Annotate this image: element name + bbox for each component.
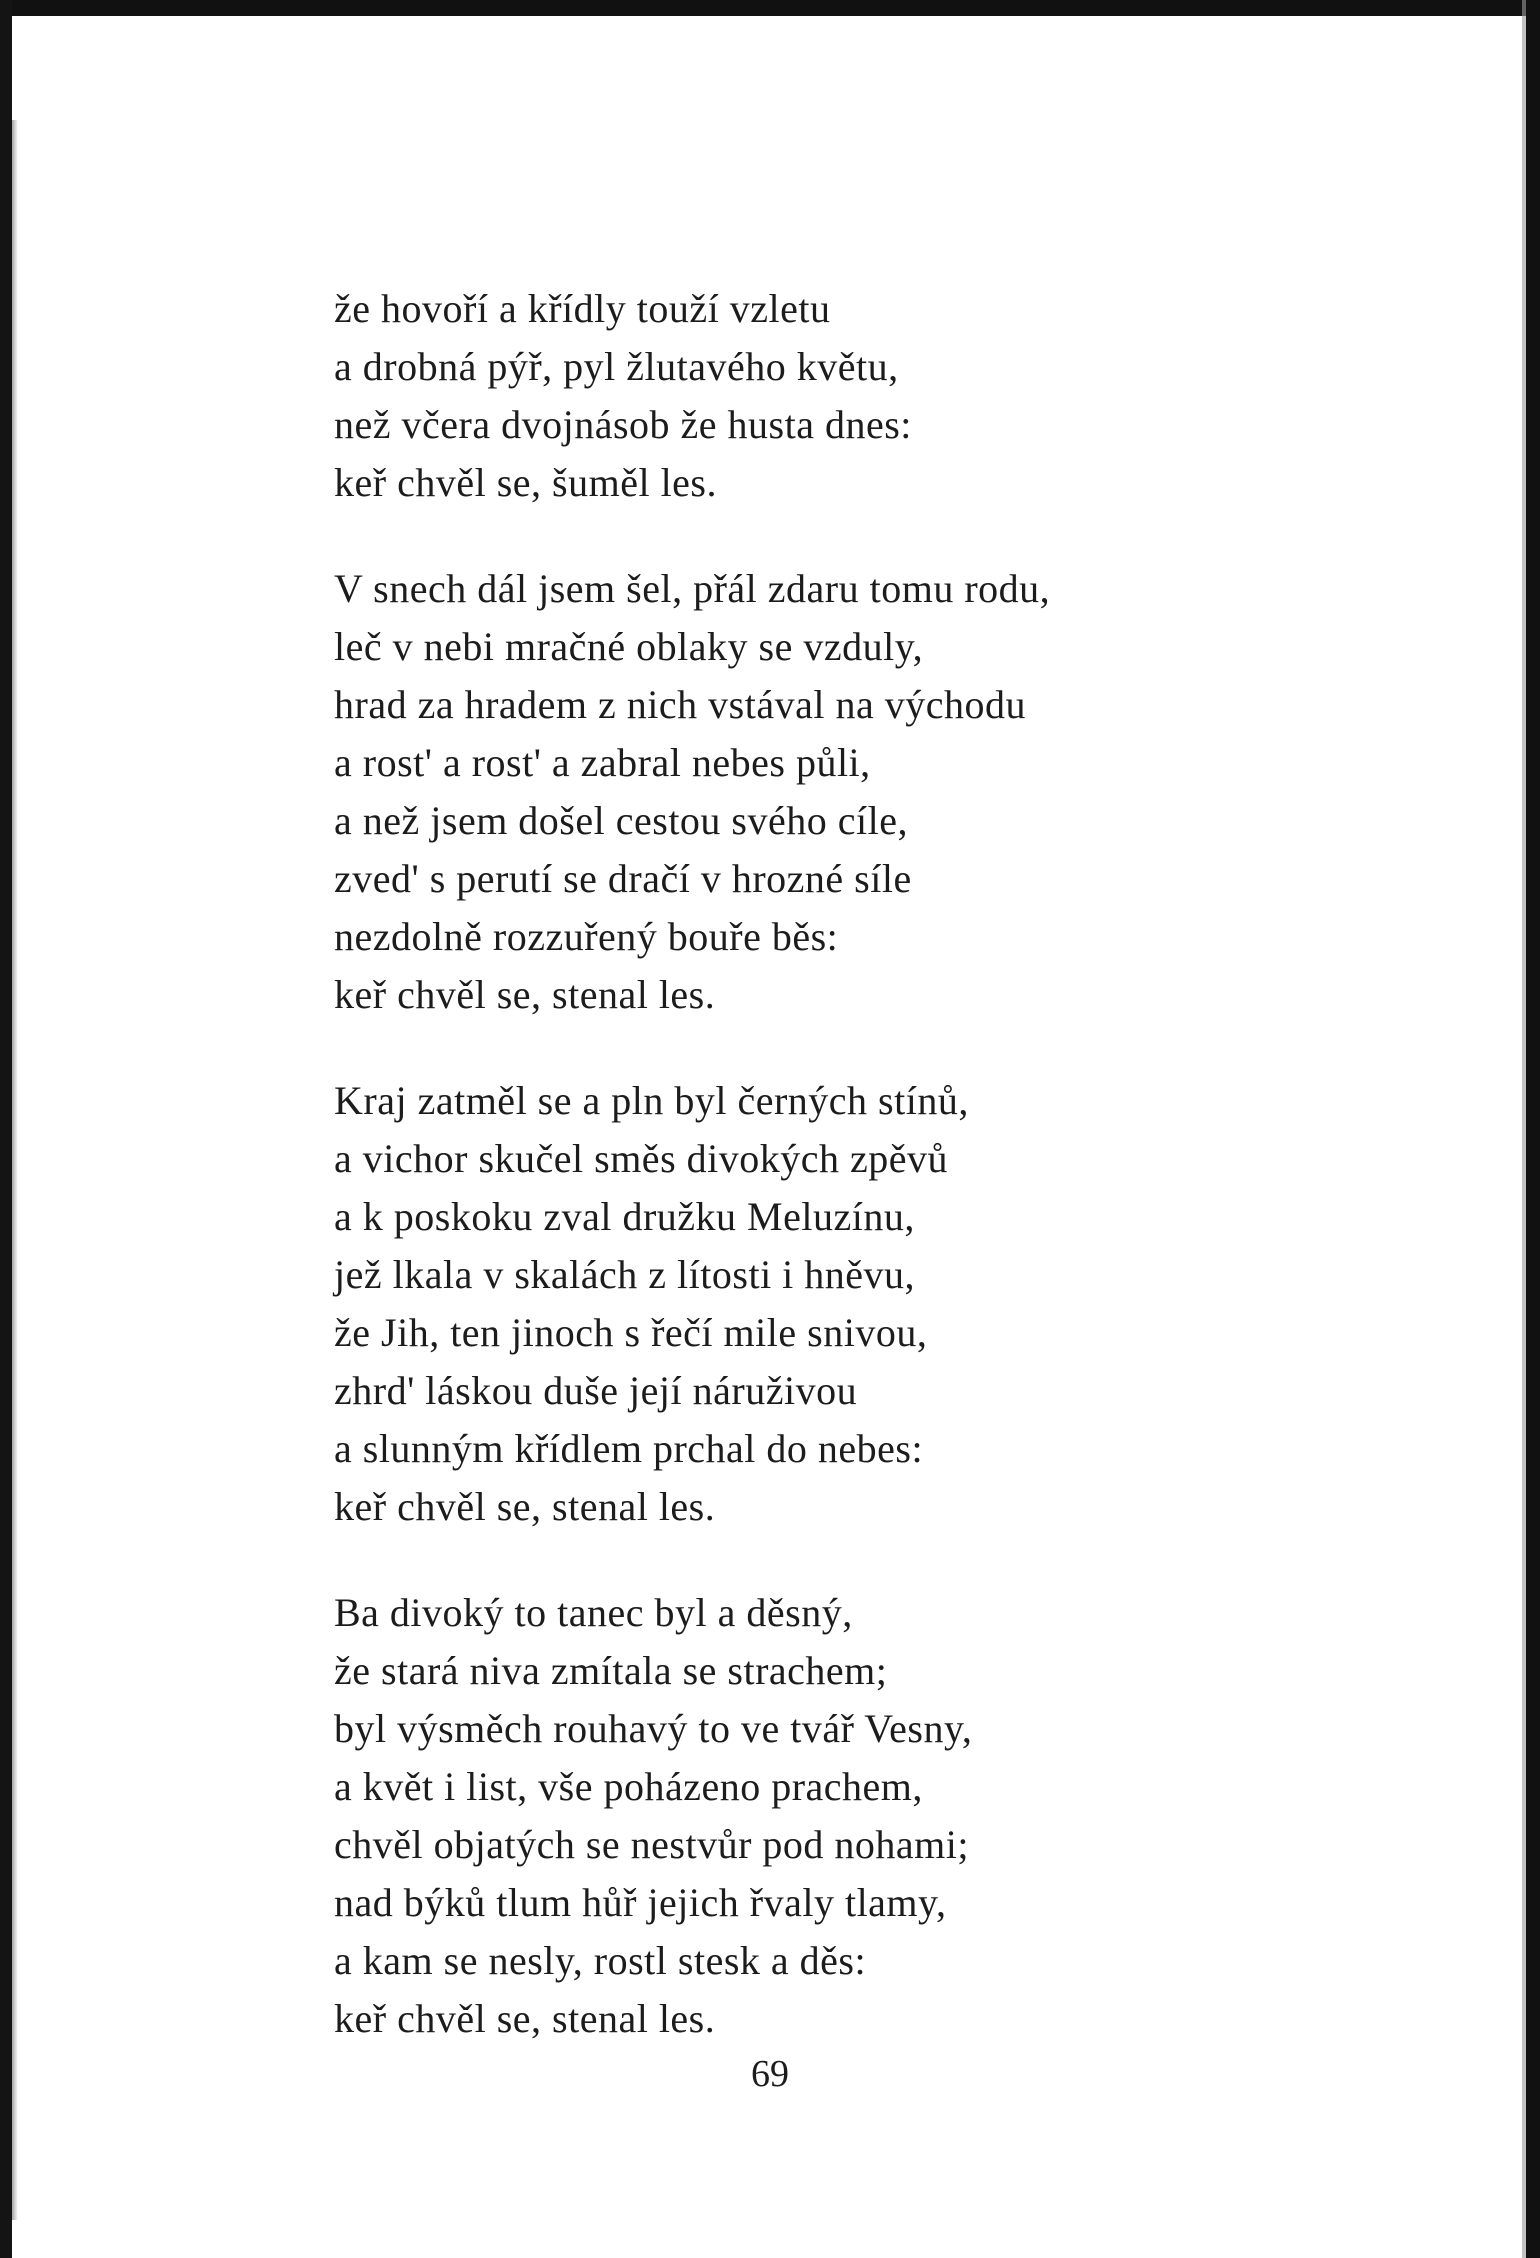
verse-line: zved' s perutí se dračí v hrozné síle: [334, 856, 912, 901]
verse-line: zhrd' láskou duše její náruživou: [334, 1368, 858, 1413]
verse-line: že stará niva zmítala se strachem;: [334, 1648, 888, 1693]
poem-body: [334, 280, 1274, 2096]
verse-line: a slunným křídlem prchal do nebes:: [334, 1426, 924, 1471]
verse-line: a rost' a rost' a zabral nebes půli,: [334, 740, 871, 785]
scan-right-shadow: [1522, 0, 1526, 2258]
verse-line: keř chvěl se, šuměl les.: [334, 460, 717, 505]
verse-line: hrad za hradem z nich vstával na východu: [334, 682, 1026, 727]
verse-line: a vichor skučel směs divokých zpěvů: [334, 1136, 949, 1181]
verse-line: a než jsem došel cestou svého cíle,: [334, 798, 908, 843]
stanza-3: [334, 1072, 1274, 1536]
verse-line: leč v nebi mračné oblaky se vzduly,: [334, 624, 924, 669]
page-number: 69: [751, 2053, 789, 2095]
scan-top-edge: [0, 0, 1540, 16]
stanza-2: [334, 560, 1274, 1024]
verse-line: a k poskoku zval družku Meluzínu,: [334, 1194, 915, 1239]
verse-line: Kraj zatměl se a pln byl černých stínů,: [334, 1078, 969, 1123]
scan-left-shadow: [12, 120, 18, 2220]
scan-right-edge: [1526, 0, 1540, 2258]
verse-line: keř chvěl se, stenal les.: [334, 1484, 716, 1529]
verse-line: že Jih, ten jinoch s řečí mile snivou,: [334, 1310, 928, 1355]
verse-line: Ba divoký to tanec byl a děsný,: [334, 1590, 853, 1635]
verse-line: než včera dvojnásob že husta dnes:: [334, 402, 912, 447]
verse-line: a drobná pýř, pyl žlutavého květu,: [334, 344, 899, 389]
stanza-1: [334, 280, 1274, 512]
verse-line: chvěl objatých se nestvůr pod nohami;: [334, 1822, 970, 1867]
verse-line: nezdolně rozzuřený bouře běs:: [334, 914, 839, 959]
verse-line: jež lkala v skalách z lítosti i hněvu,: [334, 1252, 916, 1297]
verse-line: že hovoří a křídly touží vzletu: [334, 286, 831, 331]
verse-line: a květ i list, vše poházeno prachem,: [334, 1764, 923, 1809]
verse-line: keř chvěl se, stenal les.: [334, 972, 716, 1017]
verse-line: nad býků tlum hůř jejich řvaly tlamy,: [334, 1880, 947, 1925]
scan-left-edge: [0, 0, 12, 2258]
stanza-4: [334, 1584, 1274, 2048]
verse-line: V snech dál jsem šel, přál zdaru tomu rodu,: [334, 566, 1051, 611]
verse-line: a kam se nesly, rostl stesk a děs:: [334, 1938, 867, 1983]
verse-line: byl výsměch rouhavý to ve tvář Vesny,: [334, 1706, 973, 1751]
verse-line: keř chvěl se, stenal les.: [334, 1996, 716, 2041]
